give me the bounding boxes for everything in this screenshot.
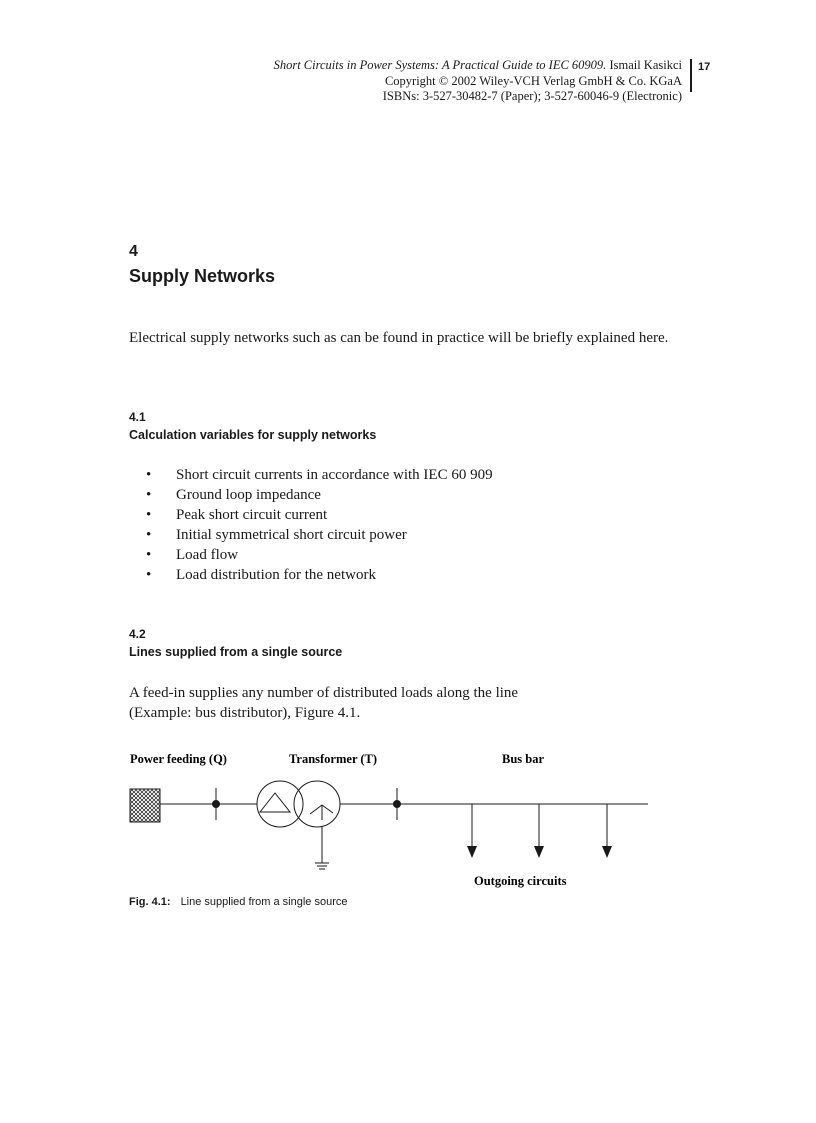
outgoing-circuits-label: Outgoing circuits — [474, 874, 567, 888]
list-item: • Load flow — [146, 545, 493, 565]
page-number: 17 — [698, 61, 711, 73]
ground-icon — [315, 863, 329, 869]
figure-caption-text: Line supplied from a single source — [180, 896, 348, 908]
isbn-line: ISBNs: 3-527-30482-7 (Paper); 3-527-60046-9 (Electronic) — [382, 89, 682, 103]
wye-icon — [310, 805, 333, 820]
calculation-variables-list — [146, 465, 493, 585]
arrow-down-icon — [467, 846, 477, 858]
power-feeding-label: Power feeding (Q) — [130, 752, 227, 766]
running-header — [274, 58, 682, 105]
delta-icon — [260, 793, 290, 812]
list-item: • Short circuit currents in accordance with IEC 60 909 — [146, 465, 493, 485]
section-4-1-title: Calculation variables for supply networks — [129, 428, 377, 442]
arrow-down-icon — [534, 846, 544, 858]
book-title: Short Circuits in Power Systems: A Practical Guide to IEC 60909. — [273, 58, 607, 72]
chapter-title: Supply Networks — [129, 266, 276, 286]
transformer-primary-winding — [257, 781, 303, 827]
citation-line — [274, 58, 682, 74]
breaker-q-node — [212, 800, 220, 808]
section-4-2-paragraph — [129, 683, 689, 723]
single-source-diagram — [120, 742, 660, 892]
bus-bar-label: Bus bar — [502, 752, 545, 766]
figure-caption — [129, 896, 348, 908]
power-source-symbol — [130, 789, 160, 822]
list-item: • Ground loop impedance — [146, 485, 493, 505]
chapter-intro: Electrical supply networks such as can be found in practice will be briefly explained here. — [129, 330, 669, 346]
list-item: • Initial symmetrical short circuit power — [146, 525, 493, 545]
list-item: • Peak short circuit current — [146, 505, 493, 525]
transformer-label: Transformer (T) — [289, 752, 378, 766]
figure-label: Fig. 4.1: — [129, 896, 171, 908]
chapter-number: 4 — [129, 243, 138, 260]
transformer-secondary-winding — [294, 781, 340, 827]
paragraph-line: A feed-in supplies any number of distributed loads along the line — [129, 685, 519, 701]
arrow-down-icon — [602, 846, 612, 858]
author: Ismail Kasikci — [606, 58, 682, 72]
breaker-t-node — [393, 800, 401, 808]
copyright-line: Copyright © 2002 Wiley-VCH Verlag GmbH & Co. KGaA — [384, 73, 682, 88]
page-number-rule — [690, 59, 692, 92]
section-4-1-number: 4.1 — [129, 410, 146, 424]
list-item: • Load distribution for the network — [146, 565, 493, 585]
section-4-2-title: Lines supplied from a single source — [129, 645, 343, 659]
paragraph-line: (Example: bus distributor), Figure 4.1. — [129, 705, 361, 721]
section-4-2-number: 4.2 — [129, 627, 146, 641]
